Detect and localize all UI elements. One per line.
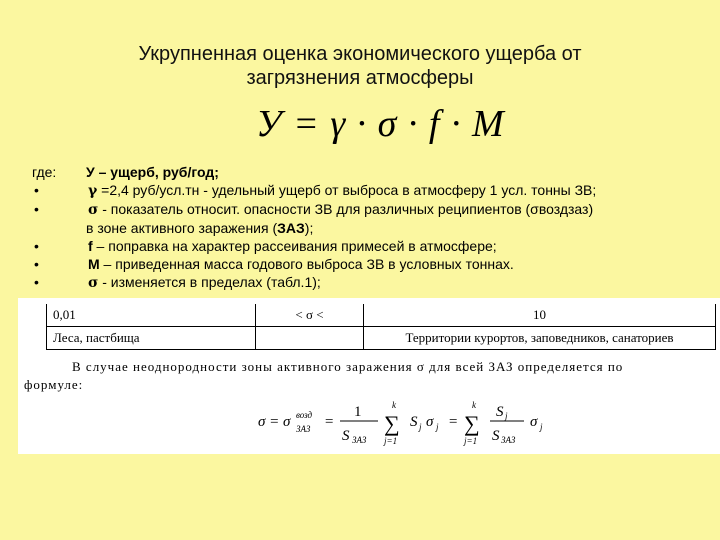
definition-item bbox=[32, 237, 712, 255]
zaz-abbrev: ЗАЗ bbox=[277, 220, 305, 236]
page-title bbox=[60, 42, 660, 90]
denominator-sub: ЗАЗ bbox=[352, 435, 367, 445]
where-label: где: bbox=[32, 164, 57, 180]
fraction2-num-sub: j bbox=[505, 411, 508, 421]
term-sigma: σ bbox=[426, 414, 434, 430]
sum2-symbol: ∑ bbox=[464, 411, 480, 436]
definition-text: У – ущерб, руб/год; bbox=[86, 164, 219, 180]
definition-item bbox=[32, 181, 712, 200]
sum-symbol: ∑ bbox=[384, 411, 400, 436]
max-label: Территории курортов, заповедников, санаториев bbox=[364, 327, 716, 350]
fraction2-denominator: S bbox=[492, 428, 500, 444]
term-sigma-sub: j bbox=[436, 422, 439, 432]
sum2-bottom: j=1 bbox=[464, 436, 478, 446]
definition-item bbox=[32, 200, 712, 219]
note-line: формуле: bbox=[24, 377, 84, 392]
note-line: В случае неоднородности зоны активного заражения σ для всей ЗАЗ определяется по bbox=[72, 359, 624, 374]
bullet: • bbox=[34, 182, 39, 198]
definition-text: - изменяется в пределах (табл.1); bbox=[98, 274, 321, 290]
sigma-range-table bbox=[46, 304, 716, 350]
definition-item bbox=[32, 273, 712, 292]
max-value: 10 bbox=[364, 304, 716, 327]
formula-sub: ЗАЗ bbox=[296, 424, 311, 434]
bullet: • bbox=[34, 238, 39, 254]
note-paragraph bbox=[24, 358, 714, 394]
sigma-formula bbox=[258, 398, 578, 448]
term-s: S bbox=[410, 414, 418, 430]
f-symbol: f bbox=[88, 238, 93, 254]
formula-sup: возд bbox=[296, 410, 313, 420]
formula-eq: = bbox=[324, 414, 335, 430]
definition-text: в зоне активного заражения ( bbox=[86, 220, 278, 236]
fraction-denominator: S bbox=[342, 428, 350, 444]
title-line-2: загрязнения атмосферы bbox=[246, 67, 474, 89]
tail-sigma: σ bbox=[530, 414, 538, 430]
definition-text: ); bbox=[304, 220, 314, 236]
fraction2-den-sub: ЗАЗ bbox=[501, 435, 516, 445]
definition-text: - показатель относит. опасности ЗВ для различных реципиентов (σвоздзаз) bbox=[98, 201, 594, 217]
scanned-excerpt bbox=[18, 298, 720, 454]
formula-lhs: σ = σ bbox=[258, 414, 291, 430]
definition-text: – поправка на характер рассеивания примесей в атмосфере; bbox=[92, 238, 497, 254]
term-s-sub: j bbox=[419, 422, 422, 432]
sum-bottom: j=1 bbox=[384, 436, 398, 446]
sum2-top: k bbox=[472, 400, 476, 410]
range-sign: < σ < bbox=[256, 304, 364, 327]
min-label: Леса, пастбища bbox=[47, 327, 256, 350]
bullet: • bbox=[34, 201, 39, 217]
formula-eq2: = bbox=[448, 414, 459, 430]
definitions-list bbox=[32, 163, 712, 292]
title-line-1: Укрупненная оценка экономического ущерба от bbox=[138, 43, 582, 65]
fraction2-numerator: S bbox=[496, 404, 504, 420]
tail-sigma-sub: j bbox=[540, 422, 543, 432]
sigma-symbol: σ bbox=[88, 275, 99, 291]
gamma-symbol: γ bbox=[88, 183, 98, 199]
definition-item bbox=[32, 255, 712, 273]
bullet: • bbox=[34, 256, 39, 272]
empty-cell bbox=[256, 327, 364, 350]
m-symbol: М bbox=[88, 256, 100, 272]
fraction-numerator: 1 bbox=[354, 404, 362, 420]
definition-item bbox=[32, 163, 712, 181]
sum-top: k bbox=[392, 400, 396, 410]
damage-formula: У = γ · σ · f · M bbox=[256, 103, 505, 145]
definition-continuation bbox=[32, 219, 712, 237]
definition-text: – приведенная масса годового выброса ЗВ в условных тоннах. bbox=[99, 256, 514, 272]
bullet: • bbox=[34, 274, 39, 290]
min-value: 0,01 bbox=[47, 304, 256, 327]
sigma-symbol: σ bbox=[88, 202, 99, 218]
definition-text: =2,4 руб/усл.тн - удельный ущерб от выброса в атмосферу 1 усл. тонны ЗВ; bbox=[97, 182, 597, 198]
